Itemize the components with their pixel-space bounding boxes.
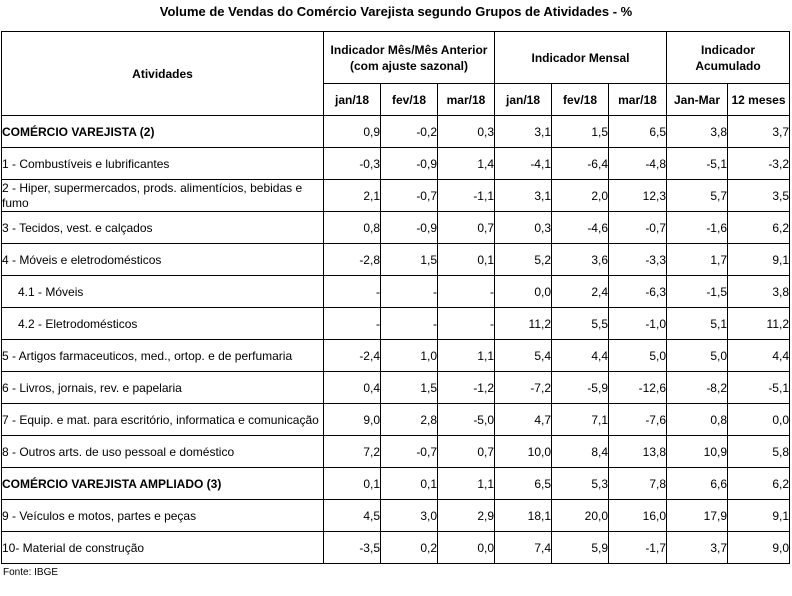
table-row [2,180,790,212]
table-row [2,468,790,500]
row-value: 18,1 [495,500,552,532]
row-value: -0,9 [381,212,438,244]
row-value: 5,8 [728,436,790,468]
row-value: 4,7 [495,404,552,436]
row-value: -12,6 [609,372,667,404]
row-value: - [324,308,381,340]
row-value: 11,2 [728,308,790,340]
table-row [2,148,790,180]
row-value: 10,0 [495,436,552,468]
row-value: 0,4 [324,372,381,404]
row-value: 6,6 [667,468,728,500]
row-label: 4.2 - Eletrodomésticos [2,308,324,340]
table-row [2,532,790,564]
header-group-mes-anterior [324,32,495,84]
header-sub-jan18-mes: jan/18 [324,84,381,116]
row-value: 0,8 [324,212,381,244]
row-value: 0,3 [438,116,495,148]
row-value: 9,1 [728,500,790,532]
row-value: 2,9 [438,500,495,532]
row-value: -0,3 [324,148,381,180]
row-value: 12,3 [609,180,667,212]
row-value: 13,8 [609,436,667,468]
row-value: 0,0 [438,532,495,564]
row-value: - [438,276,495,308]
row-label: 4.1 - Móveis [2,276,324,308]
row-value: 9,1 [728,244,790,276]
row-value: 16,0 [609,500,667,532]
row-value: 6,2 [728,212,790,244]
table-row [2,500,790,532]
row-value: - [438,308,495,340]
header-group-acumulado-line2: Acumulado [695,58,761,73]
row-value: 0,1 [324,468,381,500]
row-label: 8 - Outros arts. de uso pessoal e doméstico [2,436,324,468]
row-value: 3,8 [667,116,728,148]
row-value: -2,4 [324,340,381,372]
row-label: 1 - Combustíveis e lubrificantes [2,148,324,180]
row-label: COMÉRCIO VAREJISTA AMPLIADO (3) [2,468,324,500]
row-value: 10,9 [667,436,728,468]
header-sub-12-meses: 12 meses [728,84,790,116]
row-value: 1,5 [552,116,609,148]
header-sub-mar18-mensal: mar/18 [609,84,667,116]
row-value: 7,4 [495,532,552,564]
row-value: -1,5 [667,276,728,308]
row-value: 2,0 [552,180,609,212]
row-value: 3,1 [495,180,552,212]
row-value: -1,7 [609,532,667,564]
header-group-acumulado-line1: Indicador [700,42,755,57]
row-value: -4,1 [495,148,552,180]
row-value: 3,1 [495,116,552,148]
row-value: 1,0 [381,340,438,372]
row-label: 10- Material de construção [2,532,324,564]
row-value: 5,0 [609,340,667,372]
row-value: 3,5 [728,180,790,212]
row-value: -4,6 [552,212,609,244]
row-value: -0,7 [609,212,667,244]
header-sub-jan18-mensal: jan/18 [495,84,552,116]
row-value: -6,4 [552,148,609,180]
row-value: -5,1 [667,148,728,180]
row-value: 9,0 [728,532,790,564]
header-group-mes-anterior-line2: (com ajuste sazonal) [349,58,469,73]
row-value: 6,5 [495,468,552,500]
header-sub-jan-mar: Jan-Mar [667,84,728,116]
row-value: 1,7 [667,244,728,276]
row-label: 3 - Tecidos, vest. e calçados [2,212,324,244]
row-label: 9 - Veículos e motos, partes e peças [2,500,324,532]
header-group-acumulado [667,32,790,84]
row-value: -0,2 [381,116,438,148]
header-group-mes-anterior-line1: Indicador Mês/Mês Anterior [330,42,488,57]
row-value: 5,0 [667,340,728,372]
row-label: 7 - Equip. e mat. para escritório, informatica e comunicação [2,404,324,436]
row-value: 5,5 [552,308,609,340]
row-value: -3,2 [728,148,790,180]
row-value: 0,8 [667,404,728,436]
row-value: 4,4 [728,340,790,372]
table-row [2,372,790,404]
row-value: 1,4 [438,148,495,180]
row-value: 3,7 [728,116,790,148]
row-label: 6 - Livros, jornais, rev. e papelaria [2,372,324,404]
row-value: -2,8 [324,244,381,276]
row-value: 2,1 [324,180,381,212]
header-group-mensal: Indicador Mensal [495,32,667,84]
row-value: 1,5 [381,372,438,404]
table-title: Volume de Vendas do Comércio Varejista segundo Grupos de Atividades - % [159,4,633,19]
row-value: 1,5 [381,244,438,276]
row-value: -8,2 [667,372,728,404]
row-value: 2,8 [381,404,438,436]
row-value: 11,2 [495,308,552,340]
row-value: 6,5 [609,116,667,148]
row-value: 5,7 [667,180,728,212]
table-row [2,308,790,340]
row-value: 0,3 [495,212,552,244]
header-sub-fev18-mensal: fev/18 [552,84,609,116]
table-row [2,116,790,148]
row-label: 2 - Hiper, supermercados, prods. alimentícios, bebidas e fumo [2,180,324,212]
row-value: -5,0 [438,404,495,436]
table-row [2,404,790,436]
row-value: 0,2 [381,532,438,564]
row-value: -5,1 [728,372,790,404]
row-value: 1,1 [438,468,495,500]
row-label: COMÉRCIO VAREJISTA (2) [2,116,324,148]
row-value: 4,5 [324,500,381,532]
row-value: 0,0 [728,404,790,436]
row-value: -0,7 [381,180,438,212]
row-value: -4,8 [609,148,667,180]
row-value: 7,1 [552,404,609,436]
row-value: - [381,308,438,340]
sales-volume-table [1,31,790,564]
row-label: 4 - Móveis e eletrodomésticos [2,244,324,276]
row-value: -1,0 [609,308,667,340]
row-value: -7,6 [609,404,667,436]
row-value: 5,9 [552,532,609,564]
row-value: -0,9 [381,148,438,180]
table-row [2,276,790,308]
row-value: 0,7 [438,212,495,244]
row-value: 3,6 [552,244,609,276]
row-value: 5,1 [667,308,728,340]
table-row [2,436,790,468]
row-value: 4,4 [552,340,609,372]
header-atividades: Atividades [2,32,324,116]
row-value: 0,0 [495,276,552,308]
row-value: 0,1 [381,468,438,500]
row-value: 3,7 [667,532,728,564]
row-value: 6,2 [728,468,790,500]
row-value: 2,4 [552,276,609,308]
row-value: -0,7 [381,436,438,468]
row-value: - [324,276,381,308]
row-value: -6,3 [609,276,667,308]
row-value: 5,3 [552,468,609,500]
row-value: -1,1 [438,180,495,212]
source-note: Fonte: IBGE [3,567,59,578]
header-sub-mar18-mes: mar/18 [438,84,495,116]
row-value: -1,6 [667,212,728,244]
row-value: -3,5 [324,532,381,564]
row-value: -7,2 [495,372,552,404]
row-value: - [381,276,438,308]
row-value: 3,0 [381,500,438,532]
row-value: -5,9 [552,372,609,404]
row-value: -1,2 [438,372,495,404]
row-value: 0,7 [438,436,495,468]
row-value: 1,1 [438,340,495,372]
row-value: 20,0 [552,500,609,532]
row-label: 5 - Artigos farmaceuticos, med., ortop. e de perfumaria [2,340,324,372]
row-value: 5,2 [495,244,552,276]
row-value: 7,8 [609,468,667,500]
row-value: 7,2 [324,436,381,468]
table-row [2,244,790,276]
row-value: 0,1 [438,244,495,276]
row-value: 8,4 [552,436,609,468]
row-value: 9,0 [324,404,381,436]
row-value: 5,4 [495,340,552,372]
row-value: 17,9 [667,500,728,532]
row-value: 3,8 [728,276,790,308]
row-value: 0,9 [324,116,381,148]
header-sub-fev18-mes: fev/18 [381,84,438,116]
table-row [2,340,790,372]
table-row [2,212,790,244]
row-value: -3,3 [609,244,667,276]
